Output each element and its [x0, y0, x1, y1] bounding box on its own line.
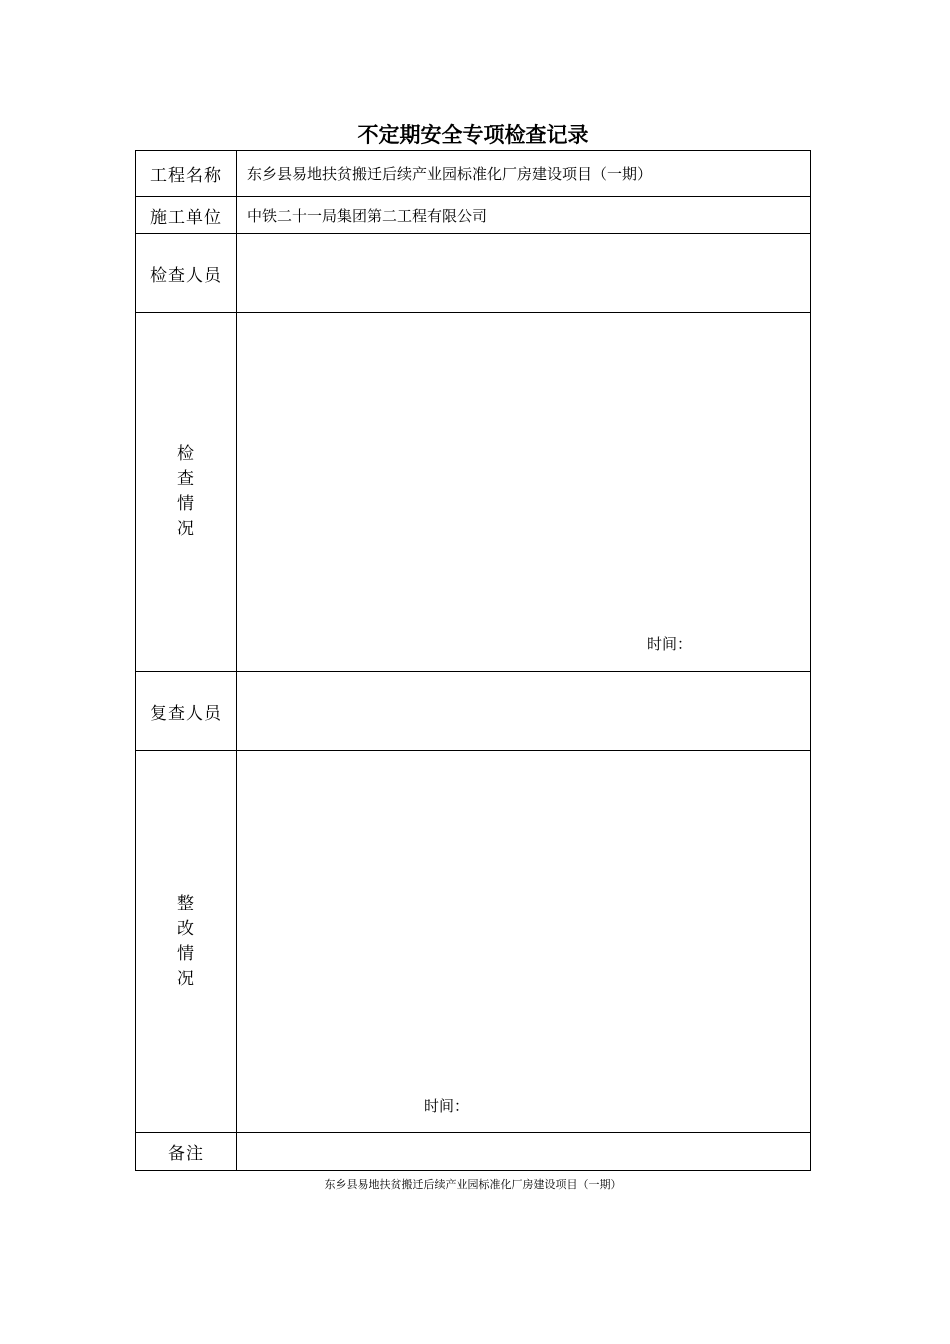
remarks-label: 备注 — [136, 1133, 237, 1171]
inspection-status-char: 查 — [177, 469, 195, 489]
contractor-value[interactable]: 中铁二十一局集团第二工程有限公司 — [237, 197, 811, 234]
reinspector-label: 复查人员 — [136, 672, 237, 751]
inspection-record-table — [135, 150, 811, 1171]
row-inspection-status — [136, 313, 811, 672]
rectification-status-label — [136, 751, 237, 1133]
inspector-label: 检查人员 — [136, 234, 237, 313]
rectification-status-char: 改 — [177, 918, 195, 939]
rectification-status-vertical-label — [176, 892, 196, 992]
inspection-status-label — [136, 313, 237, 672]
rectification-status-char: 整 — [177, 893, 195, 914]
project-name-label: 工程名称 — [136, 151, 237, 197]
page-footer: 东乡县易地扶贫搬迁后续产业园标准化厂房建设项目（一期） — [324, 1178, 622, 1191]
inspection-status-char: 检 — [177, 444, 195, 464]
row-reinspector — [136, 672, 811, 751]
inspector-value[interactable] — [237, 234, 811, 313]
row-contractor — [136, 197, 811, 234]
row-inspector — [136, 234, 811, 313]
inspection-time-label: 时间： — [647, 635, 693, 653]
rectification-status-char: 况 — [177, 968, 195, 989]
reinspector-value[interactable] — [237, 672, 811, 751]
row-remarks — [136, 1133, 811, 1171]
rectification-status-char: 情 — [177, 943, 195, 964]
inspection-status-char: 况 — [177, 519, 195, 539]
inspection-status-vertical-label — [176, 442, 196, 542]
row-rectification-status — [136, 751, 811, 1133]
inspection-status-char: 情 — [177, 494, 195, 514]
contractor-label: 施工单位 — [136, 197, 237, 234]
project-name-value[interactable]: 东乡县易地扶贫搬迁后续产业园标准化厂房建设项目（一期） — [237, 151, 811, 197]
remarks-value[interactable] — [237, 1133, 811, 1171]
inspection-status-content[interactable] — [237, 313, 811, 672]
rectification-status-content[interactable] — [237, 751, 811, 1133]
document-title: 不定期安全专项检查记录 — [357, 123, 589, 147]
row-project-name — [136, 151, 811, 197]
rectification-time-label: 时间： — [424, 1097, 470, 1115]
